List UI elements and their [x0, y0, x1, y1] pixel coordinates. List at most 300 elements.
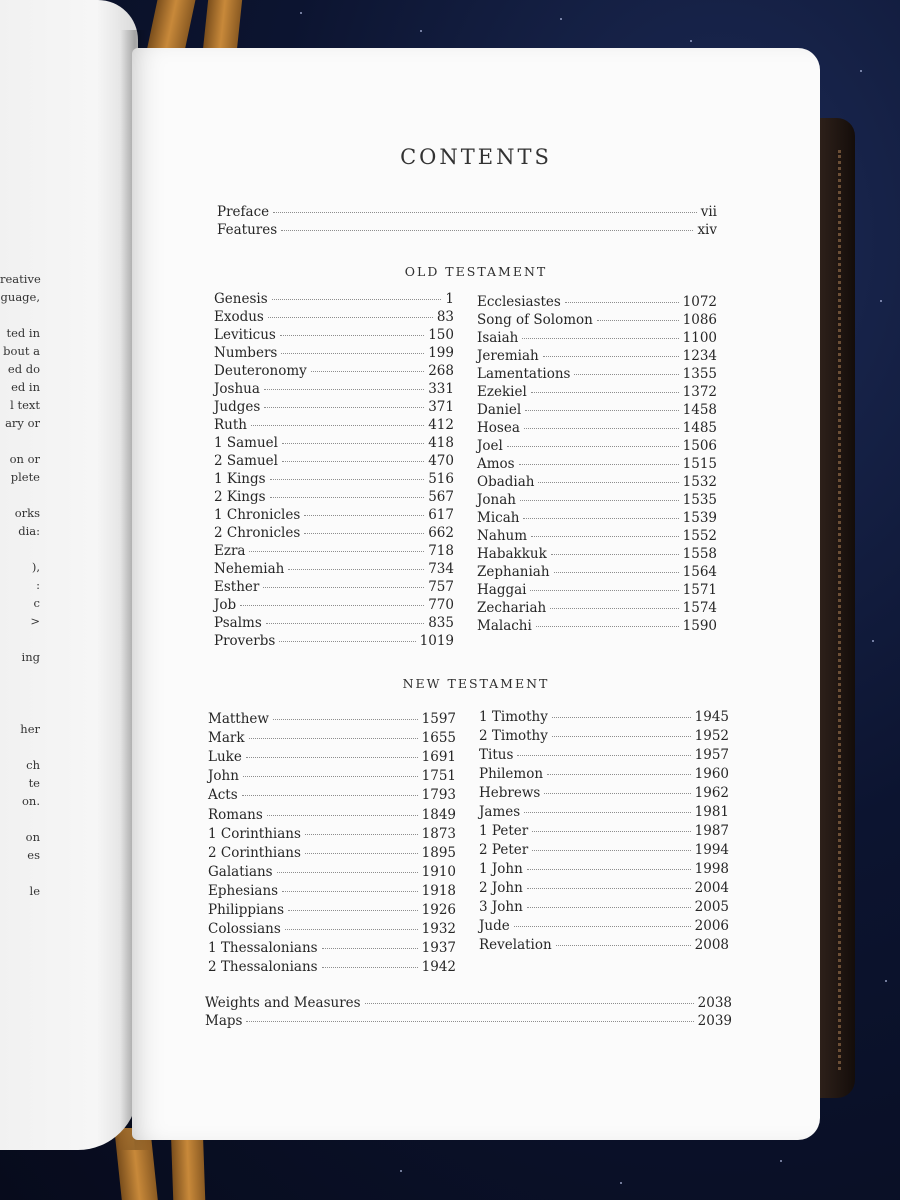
toc-entry: [477, 456, 717, 472]
toc-entry: [214, 291, 454, 307]
toc-entry-page: 757: [428, 579, 454, 595]
dot-leader: [530, 590, 678, 591]
toc-entry-title: Mark: [208, 730, 245, 747]
dot-leader: [527, 907, 691, 908]
left-page: [0, 0, 138, 1150]
dot-leader: [246, 757, 418, 758]
toc-entry: [208, 768, 456, 784]
toc-entry-title: Leviticus: [214, 327, 276, 343]
toc-entry: [479, 823, 729, 839]
dot-leader: [527, 888, 691, 889]
toc-entry-title: 1 Thessalonians: [208, 940, 318, 957]
dot-leader: [270, 479, 425, 480]
toc-entry-page: 770: [428, 597, 454, 613]
dot-leader: [281, 230, 693, 231]
toc-entry-title: Zephaniah: [477, 564, 550, 580]
toc-entry: [214, 561, 454, 577]
toc-entry-page: 567: [428, 489, 454, 505]
toc-entry: [214, 345, 454, 361]
toc-entry-title: Revelation: [479, 937, 552, 953]
toc-entry-title: Zechariah: [477, 600, 547, 616]
toc-entry-page: 1535: [682, 492, 717, 508]
toc-entry-page: 1945: [694, 709, 729, 725]
toc-entry: [479, 842, 729, 858]
toc-entry-page: 835: [428, 615, 454, 631]
left-page-fragment: ing: [21, 650, 40, 664]
toc-entry-title: Features: [217, 222, 278, 238]
toc-entry-title: James: [479, 804, 521, 820]
toc-entry-title: Matthew: [208, 711, 269, 727]
toc-entry-title: Job: [214, 597, 237, 613]
left-page-fragment: ted in: [6, 326, 40, 340]
left-page-fragment: >: [30, 614, 40, 628]
toc-entry: [479, 709, 729, 725]
toc-entry-page: 1994: [694, 842, 729, 858]
toc-entry: [479, 918, 729, 934]
left-page-fragment: le: [29, 884, 40, 898]
toc-entry: [217, 204, 717, 220]
dot-leader: [551, 554, 679, 555]
toc-entry-page: 1539: [682, 510, 717, 526]
toc-entry-title: Ephesians: [208, 882, 279, 899]
toc-entry-title: 2 John: [479, 880, 523, 896]
left-page-fragment: [0, 702, 40, 720]
toc-entry: [214, 633, 454, 649]
left-page-fragment: ),: [31, 560, 40, 574]
dot-leader: [305, 853, 418, 854]
toc-entry-title: Philippians: [208, 902, 285, 918]
toc-entry: [477, 528, 717, 544]
dot-leader: [523, 518, 678, 519]
cover-stitching: [838, 150, 841, 1070]
dot-leader: [246, 1021, 693, 1022]
toc-entry-page: 1355: [682, 366, 717, 382]
toc-entry-title: Ecclesiastes: [477, 294, 561, 310]
dot-leader: [243, 776, 418, 777]
dot-leader: [285, 929, 418, 930]
toc-entry: [214, 417, 454, 433]
toc-entry-page: xiv: [697, 222, 717, 238]
dot-leader: [522, 338, 678, 339]
toc-entry-page: 2038: [697, 995, 732, 1011]
left-page-fragment: ed in: [11, 380, 40, 394]
dot-leader: [322, 967, 418, 968]
toc-entry-title: 2 Corinthians: [208, 844, 301, 861]
dot-leader: [532, 850, 690, 851]
toc-entry: [208, 845, 456, 861]
toc-entry: [214, 543, 454, 559]
toc-entry-title: John: [208, 768, 239, 785]
toc-entry-title: Weights and Measures: [205, 995, 361, 1011]
toc-entry-page: 1086: [682, 312, 717, 328]
toc-entry: [477, 348, 717, 364]
toc-entry-title: Acts: [208, 787, 238, 804]
toc-entry-page: vii: [700, 204, 717, 220]
toc-entry: [477, 366, 717, 382]
left-page-fragment: [0, 810, 40, 828]
toc-entry: [214, 399, 454, 415]
toc-entry: [205, 1013, 732, 1029]
toc-entry: [477, 600, 717, 616]
dot-leader: [270, 497, 425, 498]
toc-entry-page: 1910: [421, 863, 456, 880]
toc-entry-title: Jonah: [477, 492, 516, 508]
toc-entry-page: 516: [428, 471, 454, 487]
toc-entry-page: 1564: [682, 564, 717, 580]
toc-entry-title: Galatians: [208, 863, 273, 880]
toc-entry: [214, 435, 454, 451]
toc-entry: [214, 579, 454, 595]
toc-entry-title: Nehemiah: [214, 561, 285, 577]
toc-entry: [477, 582, 717, 598]
left-page-fragment: [0, 630, 40, 648]
toc-entry-page: 1957: [694, 747, 729, 763]
toc-entry-page: 1981: [694, 804, 729, 820]
toc-entry-page: 1019: [419, 633, 454, 649]
dot-leader: [597, 320, 679, 321]
left-page-fragment: es: [27, 848, 40, 862]
toc-entry-page: 331: [428, 381, 454, 397]
toc-entry-page: 2008: [694, 937, 729, 953]
dot-leader: [531, 392, 679, 393]
toc-entry-title: Titus: [479, 747, 514, 763]
left-page-fragment: [0, 486, 40, 504]
toc-entry-page: 617: [428, 507, 454, 523]
dot-leader: [251, 425, 424, 426]
toc-entry-title: Hebrews: [479, 785, 541, 801]
toc-entry: [208, 807, 456, 823]
toc-entry: [214, 381, 454, 397]
dot-leader: [240, 605, 424, 606]
left-page-fragment: guage,: [0, 290, 40, 304]
dot-leader: [519, 464, 679, 465]
dot-leader: [554, 572, 679, 573]
toc-entry-title: 2 Thessalonians: [208, 959, 318, 976]
left-page-fragment: her: [20, 722, 40, 736]
toc-entry-title: 2 Peter: [479, 842, 529, 858]
toc-entry: [214, 309, 454, 325]
dot-leader: [524, 428, 679, 429]
toc-entry: [479, 861, 729, 877]
left-page-fragment: [0, 666, 40, 684]
dot-leader: [288, 569, 424, 570]
toc-entry-page: 1942: [421, 959, 456, 976]
dot-leader: [527, 869, 691, 870]
toc-entry-title: Ruth: [214, 417, 247, 433]
toc-entry-page: 1552: [682, 528, 717, 544]
left-page-fragment: orks: [14, 506, 40, 520]
toc-entry-title: Deuteronomy: [214, 363, 307, 379]
toc-entry-title: Luke: [208, 749, 242, 766]
toc-entry: [214, 615, 454, 631]
dot-leader: [507, 446, 679, 447]
toc-entry-title: Maps: [205, 1013, 243, 1029]
toc-entry-page: 1532: [682, 474, 717, 490]
toc-entry-page: 2005: [694, 899, 729, 915]
dot-leader: [249, 738, 418, 739]
dot-leader: [574, 374, 678, 375]
dot-leader: [273, 212, 697, 213]
left-page-text: [0, 270, 40, 900]
toc-entry-page: 718: [428, 543, 454, 559]
toc-entry-page: 1998: [694, 861, 729, 877]
toc-entry: [214, 525, 454, 541]
toc-entry: [479, 766, 729, 782]
toc-entry: [208, 959, 456, 975]
toc-entry-title: Preface: [217, 204, 270, 220]
toc-entry-page: 1793: [421, 787, 456, 804]
toc-entry: [479, 880, 729, 896]
toc-entry-title: 2 Chronicles: [214, 525, 301, 541]
toc-entry-title: Colossians: [208, 921, 281, 938]
toc-entry-page: 1873: [421, 825, 456, 842]
toc-entry-page: 371: [428, 399, 454, 415]
toc-entry-page: 1751: [421, 768, 456, 785]
dot-leader: [288, 910, 418, 911]
toc-entry: [477, 618, 717, 634]
toc-entry: [477, 510, 717, 526]
toc-entry-page: 1926: [421, 902, 456, 918]
toc-entry-page: 1100: [682, 330, 717, 346]
toc-entry-page: 1655: [421, 730, 456, 747]
toc-entry-page: 1932: [421, 921, 456, 938]
toc-entry: [217, 222, 717, 238]
toc-entry-title: Exodus: [214, 309, 264, 325]
toc-entry-page: 150: [428, 327, 454, 343]
toc-entry: [205, 995, 732, 1011]
dot-leader: [520, 500, 679, 501]
toc-entry: [208, 787, 456, 803]
toc-entry: [214, 327, 454, 343]
dot-leader: [282, 891, 418, 892]
toc-entry: [208, 711, 456, 727]
toc-entry: [208, 902, 456, 918]
dot-leader: [552, 717, 691, 718]
toc-entry-title: Psalms: [214, 615, 262, 631]
toc-entry-page: 662: [428, 525, 454, 541]
toc-entry-page: 418: [428, 435, 454, 451]
left-page-fragment: plete: [10, 470, 40, 484]
left-page-fragment: [0, 306, 40, 324]
toc-entry-page: 1895: [421, 844, 456, 861]
toc-entry: [214, 489, 454, 505]
toc-entry-page: 1952: [694, 728, 729, 744]
dot-leader: [538, 482, 678, 483]
toc-entry-page: 83: [436, 309, 454, 325]
toc-entry-title: 1 Chronicles: [214, 507, 301, 523]
dot-leader: [282, 461, 424, 462]
toc-entry: [208, 730, 456, 746]
dot-leader: [264, 407, 424, 408]
left-page-fragment: ch: [26, 758, 40, 772]
dot-leader: [311, 371, 424, 372]
dot-leader: [524, 812, 690, 813]
toc-entry: [214, 507, 454, 523]
toc-entry-page: 1506: [682, 438, 717, 454]
toc-entry-title: Proverbs: [214, 633, 276, 649]
toc-entry-title: Nahum: [477, 528, 528, 544]
toc-entry-title: Esther: [214, 579, 260, 595]
left-page-fragment: [0, 432, 40, 450]
toc-entry-title: 2 Timothy: [479, 728, 548, 744]
toc-entry: [477, 384, 717, 400]
dot-leader: [304, 533, 424, 534]
toc-entry-page: 1960: [694, 766, 729, 782]
left-page-fragment: bout a: [3, 344, 40, 358]
toc-entry: [208, 864, 456, 880]
dot-leader: [550, 608, 678, 609]
dot-leader: [279, 641, 415, 642]
toc-entry-page: 1849: [421, 806, 456, 823]
toc-entry-title: 2 Kings: [214, 489, 266, 505]
left-page-fragment: on or: [9, 452, 40, 466]
toc-entry: [477, 402, 717, 418]
toc-entry-title: Daniel: [477, 402, 522, 418]
toc-entry-title: Hosea: [477, 420, 520, 436]
toc-entry: [477, 420, 717, 436]
dot-leader: [268, 317, 433, 318]
dot-leader: [552, 736, 691, 737]
toc-entry-page: 1515: [682, 456, 717, 472]
dot-leader: [556, 945, 691, 946]
toc-entry: [214, 471, 454, 487]
toc-entry: [477, 564, 717, 580]
page-title: CONTENTS: [400, 145, 552, 169]
toc-entry-page: 1590: [682, 618, 717, 634]
left-page-fragment: on.: [22, 794, 40, 808]
left-page-fragment: l text: [10, 398, 40, 412]
toc-entry-page: 2004: [694, 880, 729, 896]
left-page-fragment: on: [25, 830, 40, 844]
dot-leader: [532, 831, 690, 832]
dot-leader: [565, 302, 679, 303]
toc-entry-page: 2006: [694, 918, 729, 934]
toc-entry: [479, 747, 729, 763]
left-page-fragment: :: [36, 578, 40, 592]
toc-entry: [479, 785, 729, 801]
dot-leader: [282, 443, 424, 444]
toc-entry-title: 1 John: [479, 861, 523, 877]
dot-leader: [272, 299, 442, 300]
dot-leader: [514, 926, 691, 927]
dot-leader: [544, 793, 690, 794]
toc-entry: [479, 899, 729, 915]
left-page-fragment: reative: [0, 272, 41, 286]
toc-entry-title: 1 Kings: [214, 471, 266, 487]
toc-entry: [479, 728, 729, 744]
toc-entry: [477, 438, 717, 454]
toc-entry-title: Haggai: [477, 582, 527, 598]
dot-leader: [277, 872, 418, 873]
toc-entry-title: Numbers: [214, 345, 278, 361]
toc-entry-title: Philemon: [479, 766, 544, 782]
dot-leader: [267, 815, 418, 816]
toc-entry-title: 1 Corinthians: [208, 825, 301, 842]
left-page-fragment: c: [33, 596, 40, 610]
toc-entry: [477, 294, 717, 310]
toc-entry: [479, 937, 729, 953]
dot-leader: [249, 551, 424, 552]
toc-entry: [477, 474, 717, 490]
dot-leader: [525, 410, 678, 411]
toc-entry-page: 1234: [682, 348, 717, 364]
toc-entry-page: 1574: [682, 600, 717, 616]
toc-entry: [208, 940, 456, 956]
toc-entry: [479, 804, 729, 820]
toc-entry-page: 734: [428, 561, 454, 577]
toc-entry-title: Jude: [479, 918, 510, 934]
toc-entry-page: 1962: [694, 785, 729, 801]
toc-entry: [208, 749, 456, 765]
toc-entry-title: Isaiah: [477, 330, 519, 346]
left-page-fragment: ary or: [5, 416, 40, 430]
toc-entry-page: 199: [428, 345, 454, 361]
toc-entry-page: 268: [428, 363, 454, 379]
toc-entry-title: Judges: [214, 399, 261, 415]
toc-entry-title: Joel: [477, 438, 503, 454]
toc-entry: [214, 363, 454, 379]
toc-entry-page: 412: [428, 417, 454, 433]
dot-leader: [242, 795, 418, 796]
toc-entry-title: Joshua: [214, 381, 260, 397]
dot-leader: [304, 515, 424, 516]
toc-entry-title: Habakkuk: [477, 546, 547, 562]
left-page-fragment: [0, 738, 40, 756]
toc-entry-page: 1597: [421, 711, 456, 727]
toc-entry-page: 1691: [421, 749, 456, 766]
left-page-fragment: [0, 684, 40, 702]
toc-entry: [477, 546, 717, 562]
dot-leader: [536, 626, 679, 627]
toc-entry-title: Obadiah: [477, 474, 535, 490]
toc-entry-page: 1458: [682, 402, 717, 418]
toc-entry-title: 2 Samuel: [214, 453, 278, 469]
left-page-fragment: te: [28, 776, 40, 790]
dot-leader: [281, 353, 424, 354]
dot-leader: [543, 356, 679, 357]
toc-entry-page: 1918: [421, 882, 456, 899]
toc-entry-page: 470: [428, 453, 454, 469]
toc-entry-page: 1372: [682, 384, 717, 400]
toc-entry-title: Genesis: [214, 291, 268, 307]
contents-page: [132, 48, 820, 1140]
toc-entry-title: Romans: [208, 806, 263, 823]
toc-entry: [208, 883, 456, 899]
dot-leader: [365, 1003, 694, 1004]
toc-entry-page: 1485: [682, 420, 717, 436]
toc-entry-page: 1937: [421, 940, 456, 957]
toc-entry: [208, 826, 456, 842]
toc-entry-page: 1571: [682, 582, 717, 598]
toc-entry-page: 1072: [682, 294, 717, 310]
toc-entry-title: 1 Samuel: [214, 435, 278, 451]
toc-entry-title: Micah: [477, 510, 520, 526]
dot-leader: [273, 719, 418, 720]
dot-leader: [517, 755, 690, 756]
dot-leader: [322, 948, 418, 949]
toc-entry-title: Lamentations: [477, 366, 571, 382]
toc-entry-title: Ezekiel: [477, 384, 527, 400]
toc-entry: [214, 453, 454, 469]
dot-leader: [280, 335, 424, 336]
toc-entry: [208, 921, 456, 937]
left-page-fragment: [0, 864, 40, 882]
toc-entry: [477, 312, 717, 328]
old-testament-heading: OLD TESTAMENT: [404, 264, 548, 279]
toc-entry: [477, 330, 717, 346]
toc-entry-title: 1 Timothy: [479, 709, 548, 725]
toc-entry-page: 1987: [694, 823, 729, 839]
